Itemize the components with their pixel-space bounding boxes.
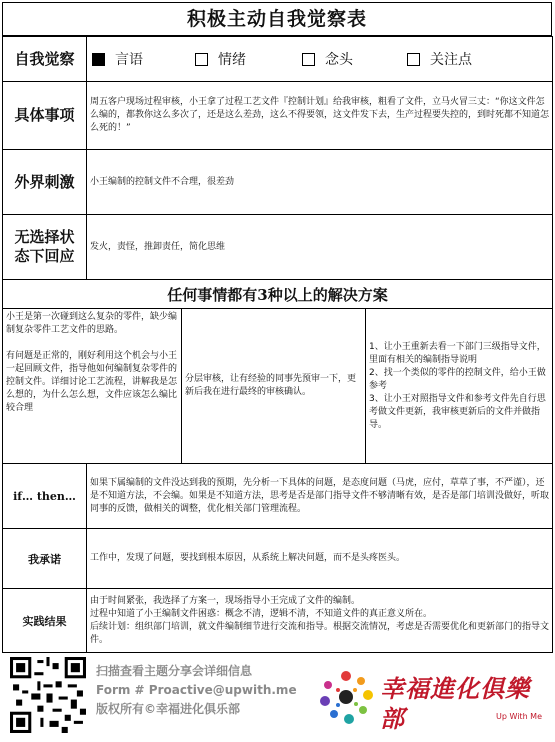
checkbox-empty-icon [407,53,420,66]
logo-dots-icon [316,668,376,728]
commit-text: 工作中，发现了问题，要找到根本原因，从系统上解决问题，而不是头疼医头。 [87,529,553,589]
event-row [3,82,553,150]
event-label: 具体事项 [3,82,87,150]
worksheet-table [2,36,553,653]
worksheet [2,2,552,653]
checkbox-checked-icon [92,53,105,66]
stimulus-row [3,150,553,215]
option-thought[interactable]: 念头 [302,49,353,69]
ifthen-row [3,464,553,529]
practice-row [3,589,553,653]
solution-2: 分层审核，让有经验的同事先预审一下，更新后我在进行最终的审核确认。 [182,309,366,464]
commit-label: 我承诺 [3,529,87,589]
logo-subtext: Up With Me [496,712,543,721]
solution-3: 1、让小王重新去看一下部门三级指导文件，里面有相关的编制指导说明 2、找一个类似的零件的控制文件，给小王做参考 3、让小王对照指导文件和参考文件先自行思考做文件更新，我审核更新后的文件并做指导。 [366,309,553,464]
footer-line-3: 版权所有©幸福进化俱乐部 [96,702,241,716]
checkbox-empty-icon [302,53,315,66]
event-text: 周五客户现场过程审核，小王拿了过程工艺文件『控制计划』给我审核，粗看了文件，立马火冒三丈：“你这文件怎么编的，都教你这么多次了，还是这么差劲，这么不得要领，这文件发下去，生产过程要失控的，到时死都不知道怎么死的！” [87,82,553,150]
practice-text: 由于时间紧张，我选择了方案一，现场指导小王完成了文件的编制。 过程中知道了小王编制文件困惑：概念不清，逻辑不清，不知道文件的真正意义所在。 后续计划：组织部门培训，就文件编制细节进行交流和指导。根据交流情况，考虑是否需要优化和更新部门的指导文件。 [87,589,553,653]
club-logo [316,664,551,734]
footer [0,654,555,742]
ifthen-text: 如果下属编制的文件没达到我的预期，先分析一下具体的问题，是态度问题（马虎，应付，草草了事，不严谨），还是不知道方法，不会编。如果是不知道方法，思考是否是部门指导文件不够清晰有效，是否是部门培训没做好，听取同事的反馈，做相关的调整，优化相关部门管理流程。 [87,464,553,529]
stimulus-label: 外界刺激 [3,150,87,215]
solutions-row [3,309,553,464]
checkbox-empty-icon [195,53,208,66]
solutions-heading: 任何事情都有3种以上的解决方案 [3,280,553,309]
qr-code-icon[interactable] [10,657,86,733]
logo-text: 幸福進化俱樂部 [380,674,530,733]
practice-label: 实践结果 [3,589,87,653]
solutions-heading-row [3,280,553,309]
response-text: 发火，责怪，推卸责任，简化思维 [87,215,553,280]
option-speech[interactable]: 言语 [92,49,143,69]
solution-1: 小王是第一次碰到这么复杂的零件，缺少编制复杂零件工艺文件的思路。 有问题是正常的，刚好利用这个机会与小王一起回顾文件，指导他如何编制复杂零件的控制文件。详细讨论工艺流程，讲解我是怎么想的，为什么怎么想，文件应该怎么编比较合理 [3,309,182,464]
footer-line-2[interactable]: Form # Proactive@upwith.me [96,683,297,697]
awareness-row [3,37,553,82]
commit-row [3,529,553,589]
response-row [3,215,553,280]
footer-line-1: 扫描查看主题分享会详细信息 [96,664,253,678]
footer-info [96,662,297,719]
stimulus-text: 小王编制的控制文件不合理，很差劲 [87,150,553,215]
ifthen-label: if… then… [3,464,87,529]
option-emotion[interactable]: 情绪 [195,49,246,69]
awareness-label: 自我觉察 [3,37,87,82]
page-title: 积极主动自我觉察表 [2,2,552,36]
response-label: 无选择状态下回应 [3,215,87,280]
awareness-options [87,37,553,82]
option-focus[interactable]: 关注点 [407,49,472,69]
